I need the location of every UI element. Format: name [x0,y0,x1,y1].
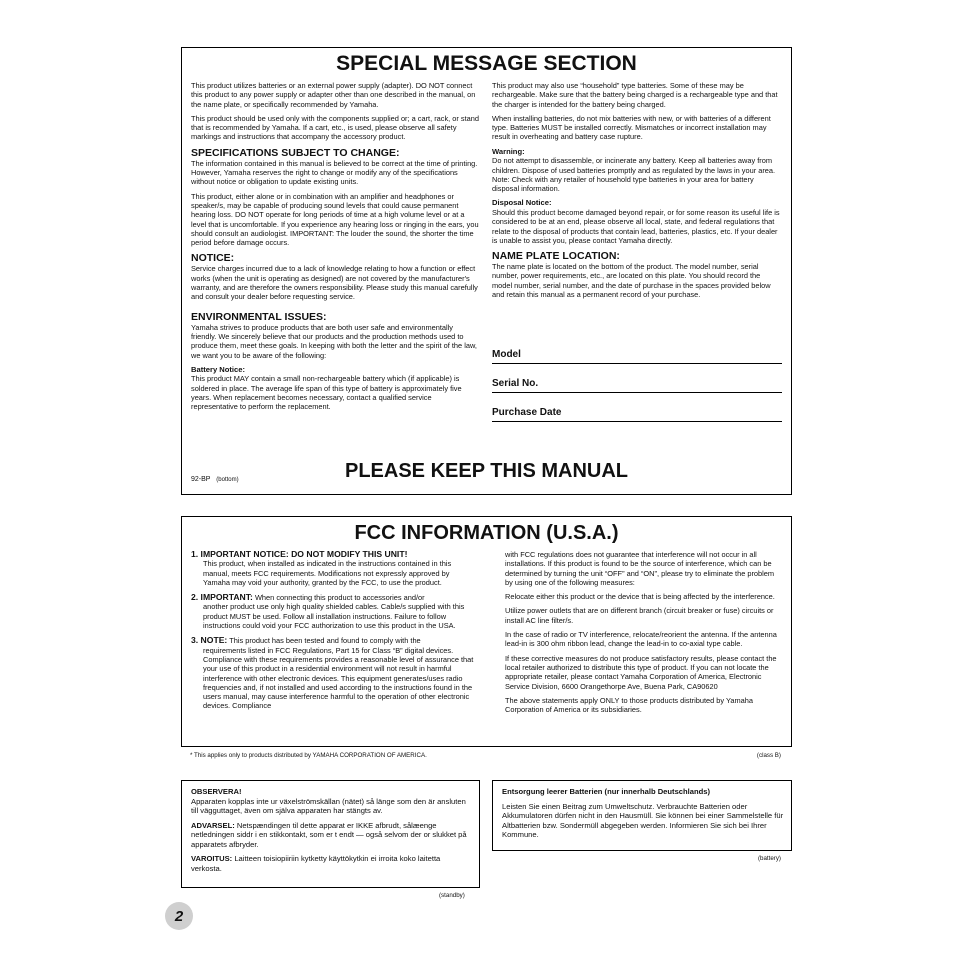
keep-manual-title: PLEASE KEEP THIS MANUAL [345,460,628,482]
paragraph: This product may also use “household” type batteries. Some of these may be rechargeable. Make sure that the battery being charged is a rechargeable type and that the charger is intended for the battery being charged. [492,81,778,109]
fcc-item-3-heading: 3. NOTE: [191,635,228,646]
entsorgung-heading: Entsorgung leerer Batterien (nur innerhalb Deutschlands) [502,787,711,796]
fcc-item-3 [191,636,477,710]
fcc-footnote: * This applies only to products distributed by YAMAHA CORPORATION OF AMERICA. [190,752,427,759]
model-field[interactable]: Model [492,349,782,364]
paragraph: with FCC regulations does not guarantee that interference will not occur in all installations. If this product is found to be the source of interference, which can be determined by turning the unit “OFF” and “ON”, please try to eliminate the problem by using one of the following measures: [505,550,775,587]
fcc-item-1-heading: 1. IMPORTANT NOTICE: DO NOT MODIFY THIS UNIT! [191,549,408,559]
fcc-right-column [505,550,783,719]
fcc-title: FCC INFORMATION (U.S.A.) [354,522,619,544]
observera-section [181,780,480,888]
special-message-title: SPECIAL MESSAGE SECTION [336,52,637,75]
paragraph: requirements listed in FCC Regulations, Part 15 for Class “B” digital devices. Compliance with these requirements provides a reasonable level of assurance that your use of this product in a residential environment will not result in harmful interference with other electronic devices. This equipment generates/uses radio frequencies and, if not installed and used according to the instructions found in the users manual, may cause interference harmful to the operation of other electronic devices. Compliance [203,645,474,711]
page-number: 2 [174,907,184,925]
fcc-item-1 [191,550,477,587]
paragraph: This product has been tested and found to comply with the [227,636,421,646]
code-note: (bottom) [216,477,239,483]
paragraph: Yamaha strives to produce products that are both user safe and environmentally friendly. We sincerely believe that our products and the production methods used to produce them, meet these goals. In keeping with both the letter and the spirit of the law, we want you to be aware of the following: [191,322,477,360]
advarsel-paragraph [191,821,471,850]
fcc-item-2-heading: 2. IMPORTANT: [191,592,253,603]
fcc-item-2 [191,593,477,630]
paragraph: Should this product become damaged beyond repair, or for some reason its useful life is considered to be at an end, please observe all local, state, and federal regulations that relate to the disposal of products that contain lead, batteries, plastics, etc. If your dealer is unable to assist you, please contact Yamaha directly. [492,207,780,245]
paragraph: This product, either alone or in combination with an amplifier and headphones or speaker/s, may be capable of producing sound levels that could cause permanent hearing loss. DO NOT operate for long periods of time at a high volume level or at a level that is uncomfortable. If you experience any hearing loss or ringing in the ears, you should consult an audiologist. IMPORTANT: The louder the sound, the shorter the time period before damage occurs. [191,191,479,248]
paragraph: When connecting this product to accessories and/or [252,593,425,603]
paragraph: This product MAY contain a small non-rechargeable battery which (if applicable) is soldered in place. The average life span of this type of battery is approximately five years. When replacement becomes necessary, contact a qualified service representative to perform the replacement. [191,374,462,412]
paragraph: Laitteen toisiopiiriin kytketty käyttökytkin ei irroita koko laitetta verkosta. [191,854,441,874]
code-label [191,476,239,483]
observera-content [191,787,471,879]
env-heading: ENVIRONMENTAL ISSUES: [191,310,327,323]
battery-note: (battery) [757,855,781,862]
paragraph: The above statements apply ONLY to those products distributed by Yamaha Corporation of America or its subsidiaries. [505,695,754,715]
varoitus-label: VAROITUS: [191,854,233,864]
code: 92-BP [191,476,211,483]
paragraph: Service charges incurred due to a lack of knowledge relating to how a function or effect works (when the unit is operating as designed) are not covered by the manufacturer's warranty, and are therefore the owners responsibility. Please study this manual carefully and consult your dealer before requesting service. [191,264,478,302]
paragraph: If these corrective measures do not produce satisfactory results, please contact the local retailer authorized to distribute this type of product. If you can not locate the appropriate retailer, please contact Yamaha Corporation of America, Electronic Service Division, 6600 Orangethorpe Ave, Buena Park, CA90620 [505,653,777,691]
disposal-heading: Disposal Notice: [492,198,552,208]
paragraph: This product utilizes batteries or an external power supply (adapter). DO NOT connect this product to any power supply or adapter other than one described in the manual, on the name plate, or specifically recommended by Yamaha. [191,81,476,109]
entsorgung-section [492,780,792,851]
paragraph: Apparaten kopplas inte ur växelströmskällan (nätet) så länge som den är ansluten till vägguttaget, även om själva apparaten har stängts av. [191,796,466,816]
special-message-section [181,47,792,495]
advarsel-label: ADVARSEL: [191,820,235,830]
paragraph: This product, when installed as indicated in the instructions contained in this manual, meets FCC requirements. Modifications not expressly approved by Yamaha may void your authority, granted by the FCC, to use the product. [203,559,452,587]
battery-notice-heading: Battery Notice: [191,364,246,374]
serial-field[interactable]: Serial No. [492,378,782,393]
page-number-badge [165,902,193,930]
spec-heading: SPECIFICATIONS SUBJECT TO CHANGE: [191,146,400,159]
class-note: (class B) [756,752,781,759]
special-right-column [492,81,782,304]
fcc-section [181,516,792,747]
paragraph: This product should be used only with the components supplied or; a cart, rack, or stand that is recommended by Yamaha. If a cart, etc., is used, please observe all safety markings and instructions that accompany the accessory product. [191,113,479,142]
paragraph: another product use only high quality shielded cables. Cable/s supplied with this product MUST be used. Follow all installation instructions. Failure to follow instructions could void your FCC authorization to use this product in the USA. [203,602,465,631]
observera-heading: OBSERVERA! [191,787,242,796]
paragraph: Netspændingen til dette apparat er IKKE afbrudt, sålæenge netledningen siddr i en stikkontakt, som er t endt — også selvom der or slukket på apparatets afbryder. [191,820,467,849]
paragraph: Leisten Sie einen Beitrag zum Umweltschutz. Verbrauchte Batterien oder Akkumulatoren dürfen nicht in den Hausmüll. Sie können bei einer Sammelstelle für Altbatterien bzw. Sondermüll abgegeben werden. Informieren Sie sich bei Ihrer Kommune. [502,801,784,840]
notice-heading: NOTICE: [191,252,235,265]
varoitus-paragraph [191,854,471,873]
paragraph: The information contained in this manual is believed to be correct at the time of printing. However, Yamaha reserves the right to change or modify any of the specifications without notice or obligation to update existing units. [191,158,478,187]
paragraph: When installing batteries, do not mix batteries with new, or with batteries of a different type. Batteries MUST be installed correctly. Mismatches or incorrect installation may result in overheating and battery case rupture. [492,113,771,142]
paragraph: In the case of radio or TV interference, relocate/reorient the antenna. If the antenna lead-in is 300 ohm ribbon lead, change the lead-in to co-axial type cable. [505,630,777,649]
standby-note: (standby) [439,892,465,899]
paragraph: Utilize power outlets that are on different branch (circuit breaker or fuse) circuits or install AC line filter/s. [505,606,774,625]
special-left-column [191,81,479,417]
nameplate-heading: NAME PLATE LOCATION: [492,250,620,263]
warning-heading: Warning: [492,146,525,156]
purchase-date-field[interactable]: Purchase Date [492,407,782,422]
fcc-left-column [191,550,477,717]
paragraph: The name plate is located on the bottom of the product. The model number, serial number, power requirements, etc., are located on this plate. You should record the model number, serial number, and the date of purchase in the spaces provided below and retain this manual as a permanent record of your purchase. [492,262,771,300]
paragraph: Relocate either this product or the device that is being affected by the interference. [505,592,775,602]
paragraph: Do not attempt to disassemble, or incinerate any battery. Keep all batteries away from children. Dispose of used batteries promptly and as regulated by the laws in your area. Note: Check with any retailer of household type batteries in your area for battery disposal information. [492,156,776,194]
entsorgung-content [502,787,784,845]
